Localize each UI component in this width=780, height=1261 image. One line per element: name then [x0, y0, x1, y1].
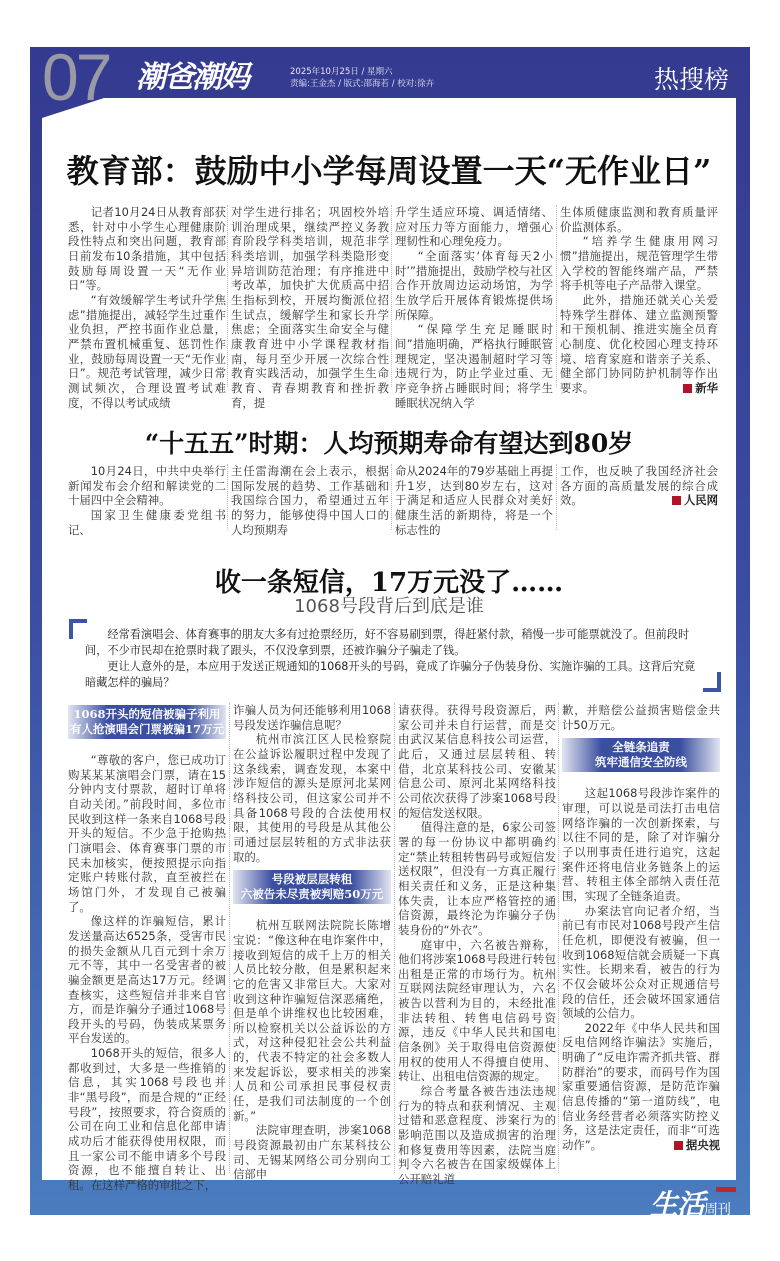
article3-intro — [85, 627, 700, 691]
paragraph: 请获得。获得号段资源后，两家公司并未自行运营，而是交由武汉某信息科技公司运营，此后，又通过层层转租、转借，北京某科技公司、安徽某信息公司、原河北某网络科技公司依次获得了涉案1068号段的短信发送权限。 — [398, 703, 556, 820]
column-logo: 潮爸潮妈 — [136, 60, 248, 95]
paragraph: 命从2024年的79岁基础上再提升1岁，达到80岁左右，这对于满足和适应人民群众对美好健康生活的新期待，将是一个标志性的 — [395, 464, 553, 537]
text-column — [68, 205, 226, 410]
text-column — [231, 205, 389, 410]
column-divider — [558, 703, 559, 1173]
source-credit: 人民网 — [672, 493, 718, 508]
source-credit: 新华 — [660, 381, 718, 396]
paragraph: “有效缓解学生考试升学焦虑”措施提出，减轻学生过重作业负担，严控书面作业总量，严禁布置机械重复、惩罚性作业，鼓励每周设置一天“无作业日”。规范考试管理，减少日常测试频次，合理设置考试难度，不得以考试成绩 — [68, 292, 226, 410]
paragraph: “全面落实‘体育每天2小时’”措施提出，鼓励学校与社区合作开放周边运动场馆，为学生放学后开展体育锻炼提供场所保障。 — [395, 248, 553, 322]
column-divider — [391, 205, 392, 387]
editor-credits: 责编:王金杰 / 版式:邵海若 / 校对:徐卉 — [290, 79, 435, 89]
text-column — [395, 464, 553, 537]
paragraph: 国家卫生健康委党组书记、 — [68, 507, 226, 537]
paragraph: 法院审理查明，涉案1068号段资源最初由广东某科技公司、无锡某网络公司分别向工信部申 — [233, 1123, 391, 1182]
article2-headline: “十五五”时期：人均预期寿命有望达到80岁 — [144, 429, 634, 458]
paragraph: “尊敬的客户，您已成功订购某某某演唱会门票，请在15分钟内支付票款，超时订单将自动关闭。”前段时间，多位市民收到这样一条来自1068号段开头的短信。不少急于抢购热门演唱会、体育赛事门票的市民未加核实，便按照提示向指定账户转账付款，直至被拦在场馆门外，才发现自己被骗了。 — [68, 753, 226, 914]
paragraph: 这起1068号段涉诈案件的审理，可以说是司法打击电信网络诈骗的一次创新探索，与以往不同的是，除了对诈骗分子以刑事责任进行追究，这起案件还将电信业务链条上的运营、转租主体全部纳入责任范围，实现了全链条追责。 — [562, 786, 720, 903]
column-divider — [556, 205, 557, 387]
logo-small: 周刊 — [704, 1202, 731, 1218]
paragraph: 生体质健康监测和教育质量评价监测体系。 — [560, 205, 718, 234]
text-column — [233, 703, 391, 1182]
paragraph: 杭州互联网法院院长陈增宝说：“像这种在电诈案件中，接收到短信的成千上万的相关人员比较分散，但是累积起来它的危害又非常巨大。大家对收到这种诈骗短信深恶痛绝，但是单个讲维权也比较困难，所以检察机关以公益诉讼的方式，对这种侵犯社会公共利益的，代表不特定的社会多数人来发起诉讼，要求相关的涉案人员和公司承担民事侵权责任，是我们司法制度的一个创新。” — [233, 918, 391, 1123]
logo-main: 生活 — [650, 1188, 705, 1221]
issue-date: 2025年10月25日 / 星期六 — [290, 67, 393, 77]
paragraph: 10月24日，中共中央举行新闻发布会介绍和解读党的二十届四中全会精神。 — [68, 464, 226, 508]
text-column — [68, 464, 226, 537]
intro-paragraph: 经常看演唱会、体育赛事的朋友大多有过抢票经历，好不容易刷到票，得赶紧付款，稍慢一步可能票就没了。但前段时间，不少市民却在抢票时栽了跟头，不仅没拿到票，还被诈骗分子骗走了钱。 — [85, 628, 690, 657]
text-column — [231, 464, 389, 537]
paragraph: “培养学生健康用网习惯”措施提出，规范管理学生带入学校的智能终端产品，严禁将手机等电子产品带入课堂。 — [560, 234, 718, 293]
intro-bracket-bottom-right — [703, 672, 721, 692]
paragraph: 此外，措施还就关心关爱特殊学生群体、建立监测预警和干预机制、推进实施全员育心制度、优化校园心理支持环境、培育家庭和谐亲子关系、健全部门协同防护机制等作出要求。 新华 — [560, 292, 718, 395]
text-column — [560, 464, 718, 508]
article1-headline: 教育部：鼓励中小学每周设置一天“无作业日” — [66, 152, 712, 190]
subheading: 1068开头的短信被骗子利用 有人抢演唱会门票被骗17万元 — [68, 705, 226, 739]
paragraph: 2022年《中华人民共和国反电信网络诈骗法》实施后，明确了“反电诈需齐抓共管、群防群治”的要求，而码号作为国家重要通信资源，是防范诈骗信息传播的“第一道防线”，电信业务经营者必须落实防控义务，这是法定责任，而非“可选动作”。 据央视 — [562, 1020, 720, 1153]
paragraph: 值得注意的是，6家公司签署的每一份协议中都明确约定“禁止转租转售码号或短信发送权限”，但没有一方真正履行相关责任和义务，正是这种集体失责，让本应严格管控的通信资源，最终沦为诈骗分子伪装身份的“外衣”。 — [398, 820, 556, 937]
paragraph: 歉，并赔偿公益损害赔偿金共计50万元。 — [562, 703, 720, 732]
column-divider — [227, 464, 228, 530]
paragraph: 综合考量各被告违法违规行为的特点和获利情况、主观过错和恶意程度、涉案行为的影响范围以及造成损害的治理和修复费用等因素，法院当庭判令六名被告在国家级媒体上公开赔礼道 — [398, 1084, 556, 1186]
paragraph: 杭州市滨江区人民检察院在公益诉讼履职过程中发现了这条线索，调查发现，本案中涉诈短信的源头是原河北某网络科技公司，但这家公司并不具备1068号段的合法使用权限，其使用的号段是从其他公司通过层层转租的方式非法获取的。 — [233, 732, 391, 864]
page-number: 07 — [42, 40, 110, 114]
paragraph: 像这样的诈骗短信，累计发送量高达6525条，受害市民的损失金额从几百元到十余万元不等，其中一名受害者的被骗金额更是高达17万元。经调查核实，这些短信并非来自官方，而是诈骗分子通过1068号段开头的号码，伪装成某票务平台发送的。 — [68, 914, 226, 1046]
paragraph: 诈骗人员为何还能够利用1068号段发送诈骗信息呢？ — [233, 703, 391, 732]
issue-meta — [290, 66, 434, 90]
logo-badge — [716, 1187, 736, 1192]
subheading: 全链条追责 筑牢通信安全防线 — [562, 738, 720, 772]
article3-subtitle: 1068号段背后到底是谁 — [294, 596, 484, 617]
column-divider — [227, 205, 228, 387]
column-divider — [556, 464, 557, 530]
text-column — [562, 703, 720, 1153]
article3-headline: 收一条短信，17万元没了…… — [214, 568, 564, 598]
paragraph: “保障学生充足睡眠时间”措施明确，严格执行睡眠管理规定，坚决遏制超时学习等违规行为，防止学业过重、无序竞争挤占睡眠时间；将学生睡眠状况纳入学 — [395, 322, 553, 410]
text-column — [398, 703, 556, 1187]
paragraph: 庭审中，六名被告辩称，他们将涉案1068号段进行转包出租是正常的市场行为。杭州互联网法院经审理认为，六名被告以营利为目的，未经批准非法转租、转售电信码号资源，违反《中华人民共和国电信条例》关于取得电信资源使用权的使用人不得擅自使用、转让、出租电信资源的规定。 — [398, 937, 556, 1084]
column-divider — [391, 464, 392, 530]
text-column — [395, 205, 553, 410]
paragraph: 记者10月24日从教育部获悉，针对中小学生心理健康阶段性特点和突出问题，教育部日前发布10条措施，其中包括鼓励每周设置一天“无作业日”等。 — [68, 205, 226, 293]
column-divider — [229, 703, 230, 1173]
paragraph: 1068开头的短信，很多人都收到过，大多是一些推销的信息，其实1068号段也并非“黑号段”，而是合规的“正经号段”，按照要求，符合资质的公司在向工业和信息化部申请成功后才能获得使用权限，而且一家公司不能申请多个号段资源，也不能擅自转让、出租。在这样严格的审批之下， — [68, 1046, 226, 1193]
paragraph: 对学生进行排名；巩固校外培训治理成果，继续严控义务教育阶段学科类培训，规范非学科类培训，加强学科类隐形变异培训防范治理；有序推进中考改革，加快扩大优质高中招生指标到校，开展均衡派位招生试点，缓解学生和家长升学焦虑；全面落实生命安全与健康教育进中小学课程教材指南，每月至少开展一次综合性教育实践活动，加强学生生命教育、青春期教育和挫折教育，提 — [231, 205, 389, 410]
subheading: 号段被层层转租 六被告未尽责被判赔50万元 — [233, 870, 391, 904]
source-credit: 据央视 — [651, 1138, 720, 1153]
paragraph: 主任雷海潮在会上表示，根据国际发展的趋势、工作基础和我国综合国力，希望通过五年的努力，能够使得中国人口的人均预期寿 — [231, 464, 389, 537]
text-column — [560, 205, 718, 396]
paragraph: 办案法官向记者介绍，当前已有市民对1068号段产生信任危机，即便没有被骗，但一收到1068短信就会质疑一下真实性。长期来看，被告的行为不仅会破坏公众对正规通信号段的信任，还会破坏国家通信领域的公信力。 — [562, 903, 720, 1021]
section-title: 热搜榜 — [654, 65, 730, 94]
intro-paragraph: 更让人意外的是，本应用于发送正规通知的1068开头的号码，竟成了诈骗分子伪装身份、实施诈骗的工具。这背后究竟暗藏怎样的骗局？ — [85, 660, 696, 689]
paragraph: 工作，也反映了我国经济社会各方面的高质量发展的综合成效。 人民网 — [560, 464, 718, 508]
text-column — [68, 703, 226, 1193]
column-divider — [394, 703, 395, 1173]
paragraph: 升学生适应环境、调适情绪、应对压力等方面能力，增强心理韧性和心理免疫力。 — [395, 205, 553, 249]
